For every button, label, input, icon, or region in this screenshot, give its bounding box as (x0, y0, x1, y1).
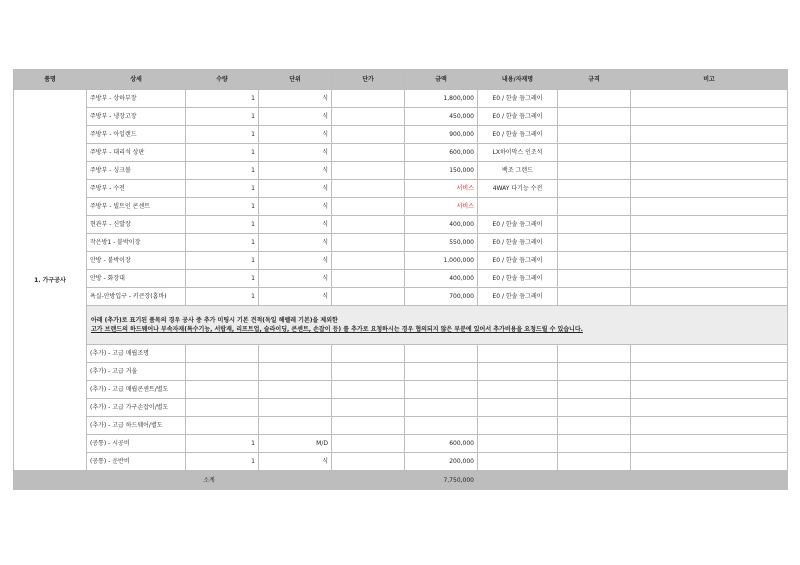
material-cell: E0 / 한솔 듬그레이 (478, 108, 558, 126)
note-cell (631, 162, 788, 180)
spec-cell (558, 108, 631, 126)
table-row (14, 381, 788, 399)
note-cell (631, 288, 788, 306)
unit-cell: 식 (259, 108, 332, 126)
spec-cell (558, 417, 631, 435)
notice-line-2: 고가 브랜드의 하드웨어나 부속자재(특수기능, 서랍재, 리프트업, 슬라이딩, 콘센트, 손잡이 등) 를 추가로 요청하시는 경우 협의되지 않은 부분에 있어서 추가비용을 요청드릴 수 있습니다. (91, 326, 583, 333)
subtotal-empty-cell (631, 471, 788, 490)
qty-cell: 1 (186, 198, 259, 216)
spec-cell (558, 126, 631, 144)
header-price: 단가 (332, 70, 405, 90)
detail-cell: (공통) - 운반비 (87, 453, 186, 471)
unit-cell: 식 (259, 126, 332, 144)
unit-cell (259, 363, 332, 381)
price-cell (332, 180, 405, 198)
spec-cell (558, 270, 631, 288)
qty-cell: 1 (186, 144, 259, 162)
detail-cell: 주방부 - 아일랜드 (87, 126, 186, 144)
table-row (14, 435, 788, 453)
amount-cell: 450,000 (405, 108, 478, 126)
amount-cell (405, 345, 478, 363)
price-cell (332, 381, 405, 399)
spec-cell (558, 90, 631, 108)
material-cell (478, 435, 558, 453)
spec-cell (558, 216, 631, 234)
spec-cell (558, 180, 631, 198)
price-cell (332, 363, 405, 381)
unit-cell: M/D (259, 435, 332, 453)
amount-cell (405, 399, 478, 417)
detail-cell: (추가) - 고급 매립콘센트/별도 (87, 381, 186, 399)
estimate-table (13, 69, 788, 490)
qty-cell: 1 (186, 108, 259, 126)
note-cell (631, 252, 788, 270)
material-cell (478, 363, 558, 381)
header-item: 품명 (14, 70, 87, 90)
amount-cell: 550,000 (405, 234, 478, 252)
material-cell: 4WAY 다기능 수전 (478, 180, 558, 198)
amount-cell: 서비스 (405, 198, 478, 216)
table-row (14, 108, 788, 126)
table-row (14, 270, 788, 288)
qty-cell (186, 345, 259, 363)
subtotal-row (14, 471, 788, 490)
table-row (14, 144, 788, 162)
unit-cell: 식 (259, 288, 332, 306)
amount-cell: 150,000 (405, 162, 478, 180)
note-cell (631, 417, 788, 435)
note-cell (631, 435, 788, 453)
spec-cell (558, 363, 631, 381)
detail-cell: (추가) - 고급 매립조명 (87, 345, 186, 363)
amount-cell: 1,000,000 (405, 252, 478, 270)
material-cell: E0 / 한솔 듬그레이 (478, 270, 558, 288)
unit-cell: 식 (259, 453, 332, 471)
category-cell: 1. 가구공사 (14, 90, 87, 471)
material-cell: E0 / 한솔 듬그레이 (478, 126, 558, 144)
amount-cell: 600,000 (405, 435, 478, 453)
unit-cell: 식 (259, 198, 332, 216)
price-cell (332, 234, 405, 252)
spec-cell (558, 162, 631, 180)
notice-line-1: 아래 (추가)로 표기된 품목의 경우 공사 중 추가 미팅시 기본 견적(독일 헤펠레 기본)을 제외한 (91, 317, 338, 324)
table-row (14, 216, 788, 234)
qty-cell: 1 (186, 162, 259, 180)
qty-cell: 1 (186, 180, 259, 198)
unit-cell (259, 381, 332, 399)
material-cell (478, 198, 558, 216)
spec-cell (558, 399, 631, 417)
table-row (14, 252, 788, 270)
table-row (14, 345, 788, 363)
qty-cell: 1 (186, 216, 259, 234)
note-cell (631, 198, 788, 216)
material-cell (478, 381, 558, 399)
note-cell (631, 108, 788, 126)
subtotal-label: 소계 (14, 471, 405, 490)
material-cell (478, 345, 558, 363)
note-cell (631, 216, 788, 234)
amount-cell: 서비스 (405, 180, 478, 198)
qty-cell: 1 (186, 126, 259, 144)
amount-cell: 600,000 (405, 144, 478, 162)
price-cell (332, 198, 405, 216)
unit-cell: 식 (259, 234, 332, 252)
spec-cell (558, 453, 631, 471)
qty-cell: 1 (186, 252, 259, 270)
amount-cell: 400,000 (405, 216, 478, 234)
note-cell (631, 234, 788, 252)
detail-cell: 주방부 - 싱크볼 (87, 162, 186, 180)
material-cell: E0 / 한솔 듬그레이 (478, 288, 558, 306)
material-cell (478, 453, 558, 471)
unit-cell: 식 (259, 144, 332, 162)
qty-cell: 1 (186, 435, 259, 453)
spec-cell (558, 435, 631, 453)
note-cell (631, 399, 788, 417)
unit-cell (259, 345, 332, 363)
header-material: 내용/자재명 (478, 70, 558, 90)
unit-cell: 식 (259, 162, 332, 180)
price-cell (332, 399, 405, 417)
table-row (14, 288, 788, 306)
unit-cell (259, 399, 332, 417)
unit-cell: 식 (259, 216, 332, 234)
table-row (14, 180, 788, 198)
spec-cell (558, 288, 631, 306)
note-cell (631, 126, 788, 144)
price-cell (332, 345, 405, 363)
qty-cell (186, 417, 259, 435)
note-cell (631, 345, 788, 363)
table-row (14, 198, 788, 216)
notice-cell (87, 306, 788, 345)
detail-cell: 주방부 - 수전 (87, 180, 186, 198)
detail-cell: (추가) - 고급 거울 (87, 363, 186, 381)
qty-cell (186, 399, 259, 417)
table-row (14, 90, 788, 108)
price-cell (332, 252, 405, 270)
price-cell (332, 162, 405, 180)
spec-cell (558, 345, 631, 363)
notice-row (14, 306, 788, 345)
spec-cell (558, 252, 631, 270)
table-row (14, 453, 788, 471)
header-qty: 수량 (186, 70, 259, 90)
detail-cell: 안방 - 화장대 (87, 270, 186, 288)
subtotal-empty-cell (558, 471, 631, 490)
price-cell (332, 126, 405, 144)
table-row (14, 417, 788, 435)
unit-cell (259, 417, 332, 435)
qty-cell: 1 (186, 453, 259, 471)
qty-cell: 1 (186, 90, 259, 108)
price-cell (332, 216, 405, 234)
amount-cell: 700,000 (405, 288, 478, 306)
price-cell (332, 435, 405, 453)
unit-cell: 식 (259, 252, 332, 270)
table-row (14, 363, 788, 381)
detail-cell: 주방부 - 냉장고장 (87, 108, 186, 126)
table-row (14, 162, 788, 180)
amount-cell (405, 381, 478, 399)
price-cell (332, 270, 405, 288)
table-row (14, 234, 788, 252)
qty-cell: 1 (186, 234, 259, 252)
header-detail: 상세 (87, 70, 186, 90)
note-cell (631, 363, 788, 381)
unit-cell: 식 (259, 90, 332, 108)
spec-cell (558, 381, 631, 399)
spec-cell (558, 234, 631, 252)
amount-cell: 200,000 (405, 453, 478, 471)
material-cell (478, 399, 558, 417)
detail-cell: (공통) - 시공비 (87, 435, 186, 453)
spec-cell (558, 198, 631, 216)
header-spec: 규격 (558, 70, 631, 90)
price-cell (332, 417, 405, 435)
price-cell (332, 144, 405, 162)
detail-cell: 주방부 - 빌트인 콘센트 (87, 198, 186, 216)
price-cell (332, 90, 405, 108)
table-row (14, 399, 788, 417)
header-amount: 금액 (405, 70, 478, 90)
price-cell (332, 453, 405, 471)
material-cell: E0 / 한솔 듬그레이 (478, 234, 558, 252)
detail-cell: 작은방1 - 붙박이장 (87, 234, 186, 252)
detail-cell: 주방부 - 상하부장 (87, 90, 186, 108)
price-cell (332, 288, 405, 306)
qty-cell (186, 363, 259, 381)
material-cell: LX하이막스 인조석 (478, 144, 558, 162)
detail-cell: 주방부 - 대리석 상판 (87, 144, 186, 162)
note-cell (631, 180, 788, 198)
amount-cell (405, 417, 478, 435)
amount-cell: 400,000 (405, 270, 478, 288)
detail-cell: 현관부 - 신발장 (87, 216, 186, 234)
qty-cell: 1 (186, 288, 259, 306)
qty-cell (186, 381, 259, 399)
header-row (14, 70, 788, 90)
detail-cell: (추가) - 고급 가구손잡이/별도 (87, 399, 186, 417)
spec-cell (558, 144, 631, 162)
price-cell (332, 108, 405, 126)
unit-cell: 식 (259, 180, 332, 198)
material-cell: 백조 그랜드 (478, 162, 558, 180)
amount-cell (405, 363, 478, 381)
note-cell (631, 453, 788, 471)
table-row (14, 126, 788, 144)
material-cell: E0 / 한솔 듬그레이 (478, 252, 558, 270)
header-unit: 단위 (259, 70, 332, 90)
note-cell (631, 270, 788, 288)
unit-cell: 식 (259, 270, 332, 288)
note-cell (631, 144, 788, 162)
amount-cell: 900,000 (405, 126, 478, 144)
material-cell: E0 / 한솔 듬그레이 (478, 90, 558, 108)
subtotal-amount: 7,750,000 (405, 471, 478, 490)
detail-cell: 욕실-안방입구 - 키큰장(홈바) (87, 288, 186, 306)
material-cell: E0 / 한솔 듬그레이 (478, 216, 558, 234)
header-note: 비고 (631, 70, 788, 90)
amount-cell: 1,800,000 (405, 90, 478, 108)
note-cell (631, 381, 788, 399)
detail-cell: (추가) - 고급 하드웨어/별도 (87, 417, 186, 435)
note-cell (631, 90, 788, 108)
detail-cell: 안방 - 붙박이장 (87, 252, 186, 270)
material-cell (478, 417, 558, 435)
qty-cell: 1 (186, 270, 259, 288)
subtotal-empty-cell (478, 471, 558, 490)
